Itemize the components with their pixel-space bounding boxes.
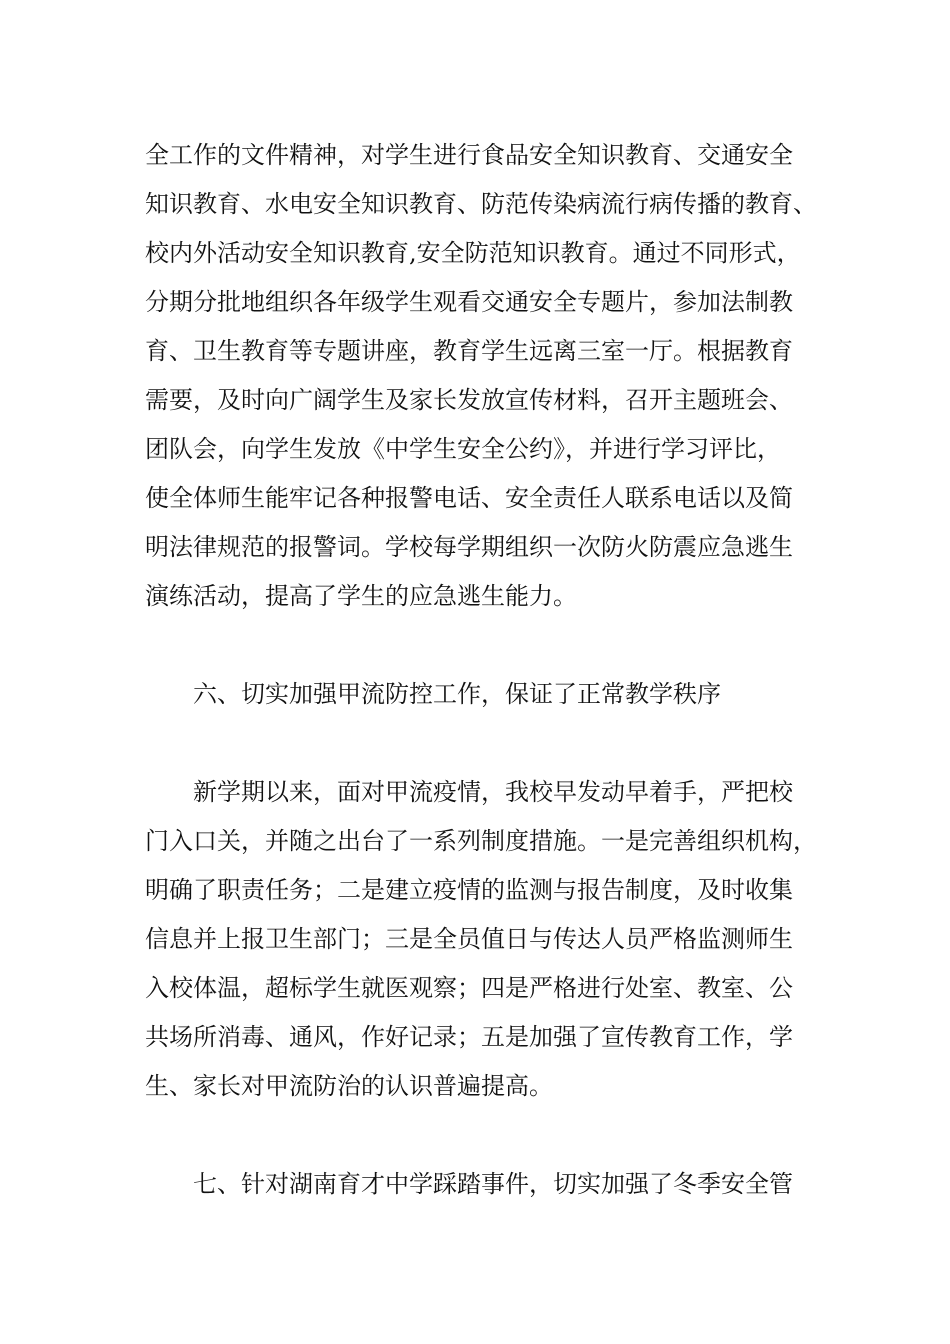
paragraph-spacer [145,719,815,768]
text-line: 新学期以来，面对甲流疫情，我校早发动早着手，严把校 [193,778,793,806]
paragraph-safety-education [145,131,815,621]
text-line: 明法律规范的报警词。学校每学期组织一次防火防震应急逃生 [145,533,793,561]
text-line: 校内外活动安全知识教育,安全防范知识教育。通过不同形式， [145,239,801,267]
section-heading-7: 七、针对湖南育才中学踩踏事件，切实加强了冬季安全管 [193,1170,793,1198]
text-line: 需要，及时向广阔学生及家长发放宣传材料，召开主题班会、 [145,386,793,414]
text-line: 全工作的文件精神，对学生进行食品安全知识教育、交通安全 [145,141,793,169]
text-line: 育、卫生教育等专题讲座，教育学生远离三室一厅。根据教育 [145,337,793,365]
text-line: 团队会，向学生发放《中学生安全公约》，并进行学习评比， [145,435,781,463]
paragraph-spacer [145,621,815,670]
text-line: 生、家长对甲流防治的认识普遍提高。 [145,1072,553,1100]
text-line: 分期分批地组织各年级学生观看交通安全专题片，参加法制教 [145,288,793,316]
paragraph-spacer [145,1111,815,1160]
text-line: 演练活动，提高了学生的应急逃生能力。 [145,582,577,610]
text-line: 入校体温，超标学生就医观察；四是严格进行处室、教室、公 [145,974,793,1002]
section-heading-6: 六、切实加强甲流防控工作，保证了正常教学秩序 [193,680,721,708]
text-line: 知识教育、水电安全知识教育、防范传染病流行病传播的教育、 [145,190,817,218]
text-line: 使全体师生能牢记各种报警电话、安全责任人联系电话以及简 [145,484,793,512]
text-line: 信息并上报卫生部门；三是全员值日与传达人员严格监测师生 [145,925,793,953]
paragraph-flu-prevention [145,768,815,1111]
document-body [145,131,815,1209]
text-line: 明确了职责任务；二是建立疫情的监测与报告制度，及时收集 [145,876,793,904]
text-line: 共场所消毒、通风，作好记录；五是加强了宣传教育工作，学 [145,1023,793,1051]
text-line: 门入口关，并随之出台了一系列制度措施。一是完善组织机构， [145,827,817,855]
